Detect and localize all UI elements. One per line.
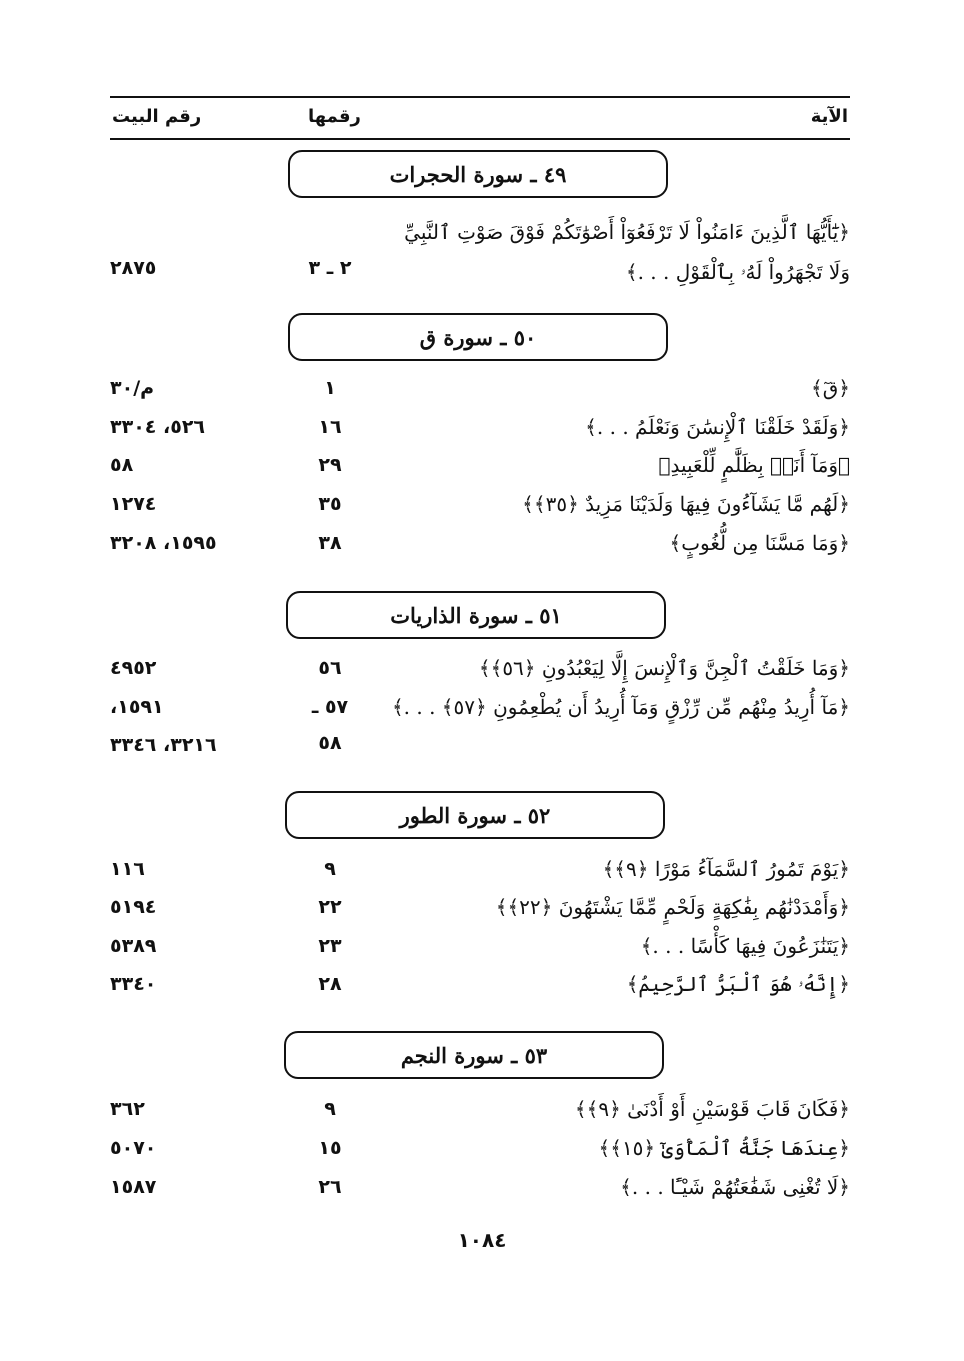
ayah-number: ٢٦ xyxy=(318,1176,342,1198)
table-row xyxy=(110,1091,850,1127)
bayt-number: ١٢٧٤ xyxy=(110,493,157,515)
bayt-number-continued: ٣٢١٦، ٣٣٤٦ xyxy=(110,734,217,756)
table-header xyxy=(110,96,850,140)
ayah-number: ٢٢ xyxy=(318,896,342,918)
table-row xyxy=(110,1130,850,1166)
table-row xyxy=(110,689,850,765)
table-row xyxy=(110,928,850,964)
ayah-text: ﴿وَمَا مَسَّنَا مِن لُّغُوبٍ﴾ xyxy=(669,531,850,555)
table-row xyxy=(110,370,850,406)
ayah-number: ٢٣ xyxy=(318,935,342,957)
table-row xyxy=(110,409,850,445)
ayah-text: ﴿قٓ﴾ xyxy=(811,376,850,400)
surah-title-tur: ٥٢ ـ سورة الطور xyxy=(285,791,665,839)
surah-title-qaf: ٥٠ ـ سورة ق xyxy=(288,313,668,361)
surah-title-najm: ٥٣ ـ سورة النجم xyxy=(284,1031,664,1079)
table-row xyxy=(110,486,850,522)
table-row xyxy=(110,447,850,483)
ayah-text: ﴿مَآ أُرِيدُ مِنْهُم مِّن رِّزْقٍ وَمَآ أُرِيدُ أَن يُطْعِمُونِ ﴿٥٧﴾ . . .﴾ xyxy=(391,695,850,719)
ayah-number: ١ xyxy=(324,377,336,399)
bayt-number: ١٥٩١، xyxy=(110,696,164,718)
ayah-text: ﴿يَتَنَٰزَعُونَ فِيهَا كَأْسًا . . .﴾ xyxy=(640,934,850,958)
page-number: ١٠٨٤ xyxy=(457,1228,507,1252)
ayah-number: ٥٧ ـ ٥٨ xyxy=(311,696,349,754)
table-row xyxy=(110,889,850,925)
ayah-number: ١٦ xyxy=(318,416,342,438)
surah-title-dhariyat: ٥١ ـ سورة الذاريات xyxy=(286,591,666,639)
bayt-number: ٣٦٢ xyxy=(110,1098,145,1120)
ayah-text: ﴿وَمَآ أَنَا۠ بِظَلَّٰمٍ لِّلْعَبِيدِ﴾ xyxy=(658,453,850,477)
ayah-number: ١٥ xyxy=(318,1137,342,1159)
bayt-number: ٢٨٧٥ xyxy=(110,257,157,279)
bayt-number: م/٣٠ xyxy=(110,377,155,399)
bayt-number: ١١٦ xyxy=(110,858,145,880)
table-row xyxy=(110,1169,850,1205)
ayah-number: ٣٨ xyxy=(318,532,342,554)
header-bayt: رقم البيت xyxy=(112,106,202,127)
table-row xyxy=(110,650,850,686)
ayah-number: ٥٦ xyxy=(318,657,342,679)
ayah-text: ﴿وَأَمْدَدْنَٰهُم بِفَٰكِهَةٍ وَلَحْمٍ مِّمَّا يَشْتَهُونَ ﴿٢٢﴾﴾ xyxy=(495,895,850,919)
ayah-number: ٩ xyxy=(324,858,336,880)
table-row xyxy=(110,525,850,561)
header-number: رقمها xyxy=(308,106,361,127)
surah-title-hujurat: ٤٩ ـ سورة الحجرات xyxy=(288,150,668,198)
bayt-number: ٥٢٦، ٣٣٠٤ xyxy=(110,416,206,438)
ayah-number: ٢ ـ ٣ xyxy=(308,257,352,279)
ayah-text: ﴿فَكَانَ قَابَ قَوْسَيْنِ أَوْ أَدْنَىٰ ﴿٩﴾﴾ xyxy=(574,1097,850,1121)
bayt-number: ٣٣٤٠ xyxy=(110,973,157,995)
bayt-number: ٥٠٧٠ xyxy=(110,1137,157,1159)
bayt-number: ١٥٨٧ xyxy=(110,1176,157,1198)
ayah-text: ﴿لَهُم مَّا يَشَآءُونَ فِيهَا وَلَدَيْنَا مَزِيدٌ ﴿٣٥﴾﴾ xyxy=(522,492,850,516)
table-row xyxy=(110,851,850,887)
ayah-number: ٣٥ xyxy=(318,493,342,515)
bayt-number: ٥١٩٤ xyxy=(110,896,157,918)
ayah-number: ٩ xyxy=(324,1098,336,1120)
ayah-text: ﴿وَمَا خَلَقْتُ ٱلْجِنَّ وَٱلْإِنسَ إِلَّا لِيَعْبُدُونِ ﴿٥٦﴾﴾ xyxy=(478,656,850,680)
ayah-text: ﴿لَا تُغْنِى شَفَٰعَتُهُمْ شَيْـًٔا . . .﴾ xyxy=(620,1175,850,1199)
bayt-number: ٤٩٥٢ xyxy=(110,657,157,679)
table-row xyxy=(110,966,850,1002)
header-ayah: الآية xyxy=(810,106,848,127)
ayah-number: ٢٨ xyxy=(318,973,342,995)
bayt-number: ١٥٩٥، ٣٢٠٨ xyxy=(110,532,217,554)
ayah-text: ﴿يَوْمَ تَمُورُ ٱلسَّمَآءُ مَوْرًا ﴿٩﴾﴾ xyxy=(602,857,850,881)
bayt-number: ٥٨ xyxy=(110,454,134,476)
ayah-number: ٢٩ xyxy=(318,454,342,476)
table-row xyxy=(110,212,850,292)
ayah-text: ﴿يَٰٓأَيُّهَا ٱلَّذِينَ ءَامَنُواْ لَا تَرْفَعُوٓاْ أَصْوَٰتَكُمْ فَوْقَ صَوْتِ ٱلنَّبِيِّ وَلَا تَجْهَرُواْ لَهُۥ بِٱلْقَوْلِ . . .﴾ xyxy=(404,220,850,284)
ayah-text: ﴿إِنَّهُۥ هُوَ ٱلْبَرُّ ٱلرَّحِيمُ﴾ xyxy=(626,972,850,996)
ayah-text: ﴿عِندَهَا جَنَّةُ ٱلْمَأْوَىٰٓ ﴿١٥﴾﴾ xyxy=(598,1136,850,1160)
bayt-number: ٥٣٨٩ xyxy=(110,935,157,957)
ayah-text: ﴿وَلَقَدْ خَلَقْنَا ٱلْإِنسَٰنَ وَنَعْلَمُ . . .﴾ xyxy=(585,415,850,439)
